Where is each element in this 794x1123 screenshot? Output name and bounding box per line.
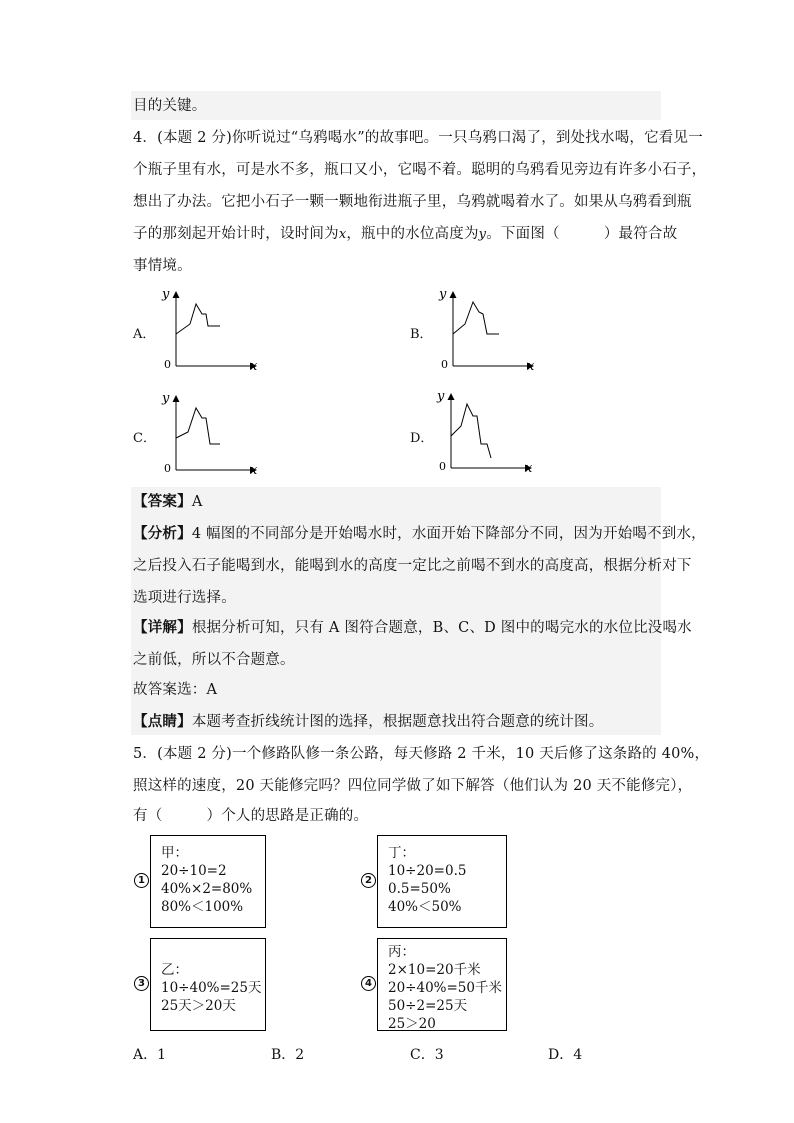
analysis-line-3: 选项进行选择。 xyxy=(133,590,236,606)
detail-line-1 xyxy=(133,618,692,638)
option-d-y-label: y xyxy=(437,389,445,404)
shade-top xyxy=(131,91,661,120)
q5-option-c[interactable]: C．3 xyxy=(410,1047,444,1063)
comment-line xyxy=(133,712,603,732)
option-c-label[interactable]: C． xyxy=(133,431,156,446)
comment-tag: 【点睛】 xyxy=(133,713,192,730)
answer-tag: 【答案】 xyxy=(133,493,192,510)
box-4-line: 2×10=20千米 xyxy=(388,962,481,978)
analysis-line-2: 之后投入石子能喝到水，能喝到水的高度一定比之前喝不到水的高度高，根据分析对下 xyxy=(133,558,692,574)
option-c-y-label: y xyxy=(162,391,170,406)
option-b-y-label: y xyxy=(439,287,447,302)
box-4 xyxy=(377,938,507,1031)
analysis-text-1: 4 幅图的不同部分是开始喝水时，水面开始下降部分不同，因为开始喝不到水， xyxy=(191,526,706,542)
box-2-line: 丁： xyxy=(388,845,415,861)
box-1 xyxy=(150,835,266,928)
box-3-line: 10÷40%=25天 xyxy=(161,980,262,996)
q4-line-4-c: 。下面图（ ）最符合故 xyxy=(486,226,678,242)
option-b-x-label: x xyxy=(527,359,535,374)
var-y: y xyxy=(478,227,487,242)
q4-line-1: 4．(本题 2 分)你听说过“乌鸦喝水”的故事吧。一只乌鸦口渴了，到处找水喝，它看见一 xyxy=(133,130,703,146)
q5-line-1: 5．(本题 2 分)一个修路队修一条公路，每天修路 2 千米，10 天后修了这条路的 40%， xyxy=(133,746,710,762)
option-a-y-label: y xyxy=(162,287,170,302)
q5-option-b[interactable]: B．2 xyxy=(271,1047,305,1063)
detail-tag: 【详解】 xyxy=(133,619,192,636)
answer-line xyxy=(133,492,202,512)
q4-line-5: 事情境。 xyxy=(133,258,192,274)
box-4-line: 25＞20 xyxy=(388,1016,436,1032)
box-1-line: 80%＜100% xyxy=(161,899,244,915)
box-3-line: 25天＞20天 xyxy=(161,998,236,1014)
option-d-line xyxy=(451,404,491,458)
box-3-number: 3 xyxy=(134,976,149,991)
box-1-number: 1 xyxy=(134,873,149,888)
option-c-graph[interactable] xyxy=(158,388,268,478)
box-3 xyxy=(150,938,266,1031)
option-c-origin: 0 xyxy=(164,462,171,475)
box-1-line: 40%×2=80% xyxy=(161,881,253,897)
q5-line-3: 有（ ）个人的思路是正确的。 xyxy=(133,808,369,824)
prev-text: 目的关键。 xyxy=(133,98,207,114)
analysis-line-1 xyxy=(133,524,706,544)
option-d-label[interactable]: D． xyxy=(410,431,434,446)
box-2-line: 40%＜50% xyxy=(388,899,462,915)
box-2-number: 2 xyxy=(361,873,376,888)
box-2-line: 10÷20=0.5 xyxy=(388,863,467,879)
box-2-line: 0.5=50% xyxy=(388,881,451,897)
option-d-graph[interactable] xyxy=(433,386,543,476)
q4-line-4-a: 子的那刻起开始计时，设时间为 xyxy=(133,226,339,242)
option-a-origin: 0 xyxy=(164,358,171,371)
option-b-label[interactable]: B． xyxy=(410,327,433,342)
box-1-line: 甲： xyxy=(161,845,188,861)
q4-line-3: 想出了办法。它把小石子一颗一颗地衔进瓶子里，乌鸦就喝着水了。如果从乌鸦看到瓶 xyxy=(133,194,692,210)
option-a-line xyxy=(176,304,220,334)
q4-line-2: 个瓶子里有水，可是水不多，瓶口又小，它喝不着。聪明的乌鸦看见旁边有许多小石子， xyxy=(133,162,707,178)
option-a-label[interactable]: A． xyxy=(133,327,156,342)
analysis-tag: 【分析】 xyxy=(133,525,192,542)
option-b-line xyxy=(453,302,499,334)
q4-line-4 xyxy=(133,224,677,245)
detail-line-2: 之前低，所以不合题意。 xyxy=(133,652,295,668)
box-4-number: 4 xyxy=(361,976,376,991)
option-b-origin: 0 xyxy=(441,358,448,371)
box-1-line: 20÷10=2 xyxy=(161,863,227,879)
option-c-x-label: x xyxy=(250,463,258,478)
option-d-origin: 0 xyxy=(439,460,446,473)
box-4-line: 50÷2=25天 xyxy=(388,998,468,1014)
answer-value: A xyxy=(191,494,203,510)
detail-text-1: 根据分析可知，只有 A 图符合题意，B、C、D 图中的喝完水的水位比没喝水 xyxy=(191,620,692,636)
q5-option-a[interactable]: A．1 xyxy=(133,1047,167,1063)
q5-option-d[interactable]: D．4 xyxy=(548,1047,583,1063)
var-x: x xyxy=(338,227,347,242)
box-2 xyxy=(377,835,507,928)
q4-line-4-b: ，瓶中的水位高度为 xyxy=(346,226,479,242)
comment-text: 本题考查折线统计图的选择，根据题意找出符合题意的统计图。 xyxy=(191,714,604,730)
box-4-line: 丙： xyxy=(388,944,415,960)
box-3-line: 乙： xyxy=(161,962,188,978)
box-4-line: 20÷40%=50千米 xyxy=(388,980,502,996)
final-answer: 故答案选：A xyxy=(133,682,218,698)
q5-line-2: 照这样的速度，20 天能修完吗？四位同学做了如下解答（他们认为 20 天不能修完）， xyxy=(133,778,693,794)
option-b-graph[interactable] xyxy=(435,284,545,374)
option-a-graph[interactable] xyxy=(158,284,268,374)
option-d-x-label: x xyxy=(525,461,533,476)
option-a-x-label: x xyxy=(250,359,258,374)
option-c-line xyxy=(176,408,220,444)
